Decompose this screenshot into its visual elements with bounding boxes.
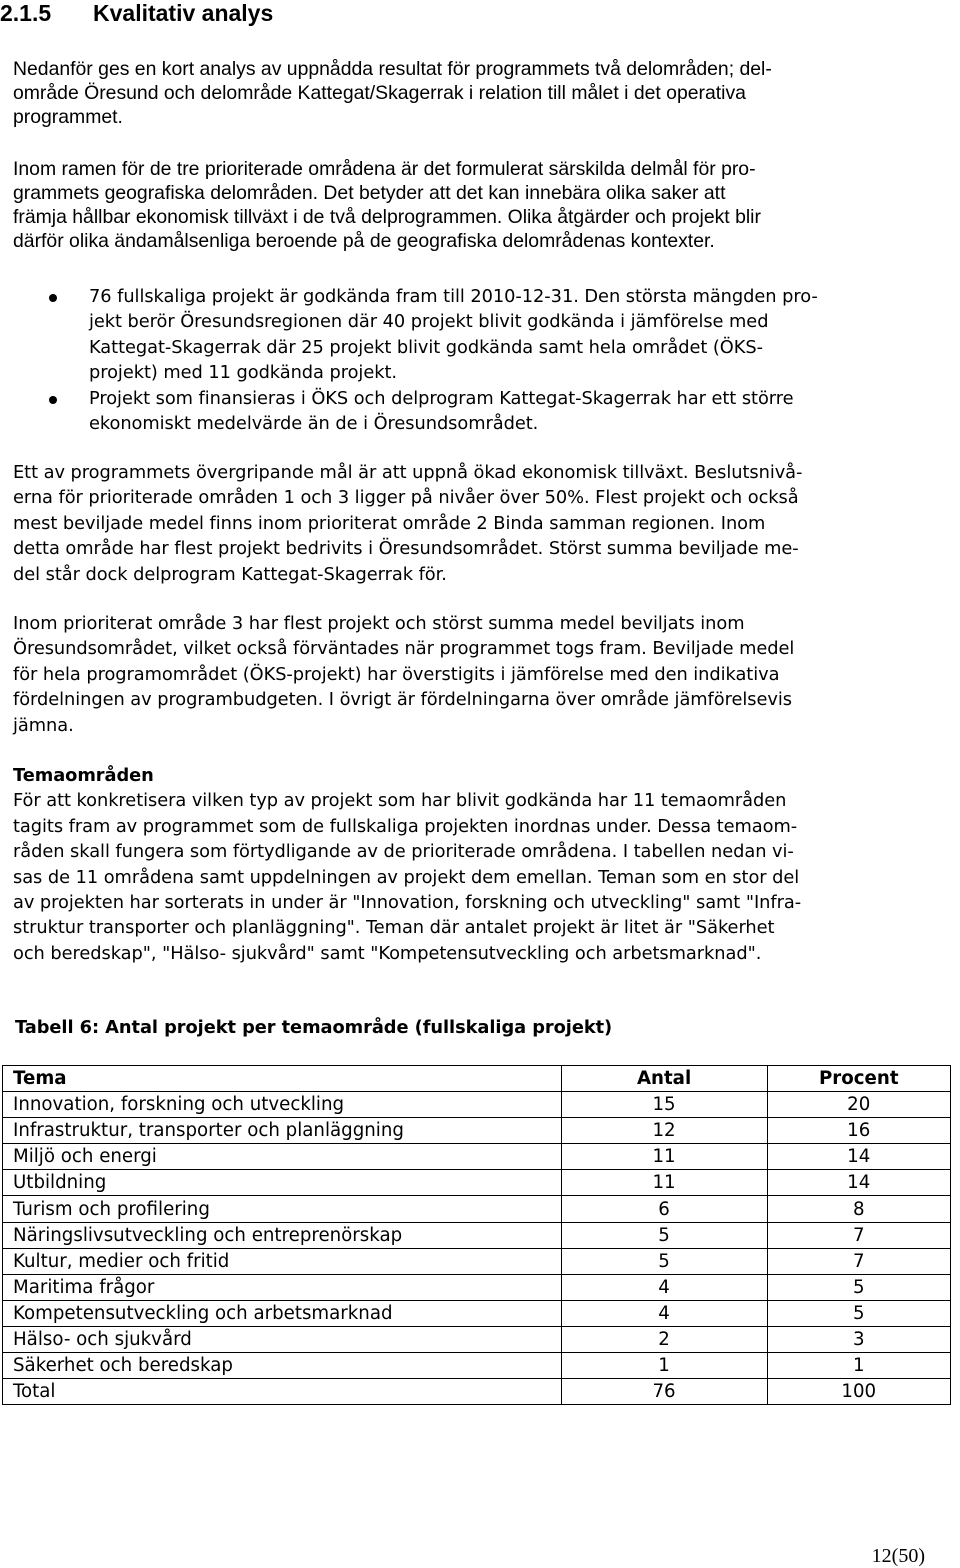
text-line: mest beviljade medel finns inom prioriterat område 2 Binda samman regionen. Inom — [13, 512, 766, 534]
text-line: område Öresund och delområde Kattegat/Skagerrak i relation till målet i det operativa — [13, 82, 746, 104]
table-caption: Tabell 6: Antal projekt per temaområde (fullskaliga projekt) — [15, 1017, 613, 1038]
table-row — [3, 1274, 951, 1300]
cell-tema: Turism och profilering — [3, 1196, 562, 1222]
text-line: Inom ramen för de tre prioriterade områdena är det formulerat särskilda delmål för pro- — [13, 158, 756, 180]
cell-antal: 4 — [561, 1300, 767, 1326]
section-heading — [0, 0, 273, 26]
cell-tema: Innovation, forskning och utveckling — [3, 1092, 562, 1118]
tema-table — [2, 1065, 951, 1405]
cell-antal: 2 — [561, 1326, 767, 1352]
cell-tema: Total — [3, 1379, 562, 1405]
text-line: projekt) med 11 godkända projekt. — [89, 362, 397, 384]
bullet-icon — [49, 396, 57, 404]
table-row — [3, 1170, 951, 1196]
text-line: fördelningen av programbudgeten. I övrigt är fördelningarna över område jämförelsevis — [13, 689, 792, 711]
text-line: erna för prioriterade områden 1 och 3 ligger på nivåer över 50%. Flest projekt och också — [13, 487, 799, 509]
text-line: detta område har flest projekt bedrivits i Öresundsområdet. Störst summa beviljade me- — [13, 538, 799, 560]
cell-procent: 7 — [767, 1248, 951, 1274]
cell-tema: Näringslivsutveckling och entreprenörskap — [3, 1222, 562, 1248]
text-line: Öresundsområdet, vilket också förväntades när programmet togs fram. Beviljade medel — [13, 638, 795, 660]
text-line: främja hållbar ekonomisk tillväxt i de två delprogrammen. Olika åtgärder och projekt blir — [13, 206, 761, 228]
cell-procent: 7 — [767, 1222, 951, 1248]
priority-paragraph — [13, 611, 794, 738]
cell-antal: 11 — [561, 1144, 767, 1170]
cell-procent: 16 — [767, 1118, 951, 1144]
text-line: jekt berör Öresundsregionen där 40 projekt blivit godkända i jämförelse med — [89, 311, 769, 333]
text-line: Projekt som finansieras i ÖKS och delprogram Kattegat-Skagerrak har ett större — [89, 387, 794, 409]
text-line: grammets geografiska delområden. Det betyder att det kan innebära olika saker att — [13, 182, 726, 204]
cell-antal: 4 — [561, 1274, 767, 1300]
cell-tema: Säkerhet och beredskap — [3, 1353, 562, 1379]
table-row — [3, 1222, 951, 1248]
text-line: Kattegat-Skagerrak där 25 projekt blivit godkända samt hela området (ÖKS- — [89, 336, 763, 358]
cell-tema: Miljö och energi — [3, 1144, 562, 1170]
table-row — [3, 1196, 951, 1222]
cell-tema: Kultur, medier och fritid — [3, 1248, 562, 1274]
table-row — [3, 1326, 951, 1352]
table-row — [3, 1353, 951, 1379]
text-line: Nedanför ges en kort analys av uppnådda resultat för programmets två delområden; del- — [13, 58, 772, 80]
header-procent: Procent — [767, 1066, 951, 1092]
cell-tema: Infrastruktur, transporter och planläggning — [3, 1118, 562, 1144]
section-title: Kvalitativ analys — [93, 0, 274, 26]
cell-antal: 5 — [561, 1222, 767, 1248]
text-line: För att konkretisera vilken typ av projekt som har blivit godkända har 11 temaområden — [13, 790, 787, 812]
geography-paragraph — [13, 157, 761, 253]
text-line: struktur transporter och planläggning". Teman där antalet projekt är litet är "Säkerhet — [13, 917, 775, 939]
cell-antal: 5 — [561, 1248, 767, 1274]
header-tema: Tema — [3, 1066, 562, 1092]
table-row — [3, 1092, 951, 1118]
table-row — [3, 1379, 951, 1405]
text-line: programmet. — [13, 106, 123, 128]
cell-procent: 5 — [767, 1300, 951, 1326]
text-line: 76 fullskaliga projekt är godkända fram till 2010-12-31. Den största mängden pro- — [89, 286, 818, 307]
text-line: tagits fram av programmet som de fullskaliga projekten inordnas under. Dessa temaom- — [13, 815, 798, 837]
cell-antal: 76 — [561, 1379, 767, 1405]
header-antal: Antal — [561, 1066, 767, 1092]
tema-heading: Temaområden — [13, 765, 154, 786]
table-row — [3, 1118, 951, 1144]
page-number: 12(50) — [871, 1545, 925, 1567]
text-line: av projekten har sorterats in under är "Innovation, forskning och utveckling" samt "Infra- — [13, 892, 802, 914]
cell-procent: 100 — [767, 1379, 951, 1405]
text-line: jämna. — [13, 714, 74, 736]
cell-antal: 1 — [561, 1353, 767, 1379]
bullet-item — [13, 386, 818, 437]
cell-tema: Utbildning — [3, 1170, 562, 1196]
text-line: därför olika ändamålsenliga beroende på de geografiska delområdenas kontexter. — [13, 230, 715, 252]
cell-procent: 3 — [767, 1326, 951, 1352]
cell-procent: 14 — [767, 1170, 951, 1196]
table-header-row — [3, 1066, 951, 1092]
cell-tema: Hälso- och sjukvård — [3, 1326, 562, 1352]
cell-procent: 5 — [767, 1274, 951, 1300]
cell-procent: 8 — [767, 1196, 951, 1222]
cell-procent: 14 — [767, 1144, 951, 1170]
cell-antal: 11 — [561, 1170, 767, 1196]
text-line: och beredskap", "Hälso- sjukvård" samt "Kompetensutveckling och arbetsmarknad". — [13, 942, 762, 964]
cell-procent: 20 — [767, 1092, 951, 1118]
cell-antal: 6 — [561, 1196, 767, 1222]
bullet-item — [13, 284, 818, 386]
tema-section — [13, 763, 801, 966]
growth-paragraph — [13, 460, 802, 587]
text-line: ekonomiskt medelvärde än de i Öresundsområdet. — [89, 413, 539, 435]
text-line: del står dock delprogram Kattegat-Skagerrak för. — [13, 563, 447, 585]
text-line: sas de 11 områdena samt uppdelningen av projekt dem emellan. Teman som en stor del — [13, 866, 800, 888]
cell-antal: 15 — [561, 1092, 767, 1118]
section-number: 2.1.5 — [0, 0, 52, 26]
intro-paragraph — [13, 57, 772, 129]
text-line: Inom prioriterat område 3 har flest projekt och störst summa medel beviljats inom — [13, 613, 745, 634]
table-row — [3, 1248, 951, 1274]
bullet-icon — [49, 294, 57, 302]
text-line: för hela programområdet (ÖKS-projekt) har överstigits i jämförelse med den indikativa — [13, 663, 780, 685]
cell-tema: Kompetensutveckling och arbetsmarknad — [3, 1300, 562, 1326]
cell-tema: Maritima frågor — [3, 1274, 562, 1300]
cell-procent: 1 — [767, 1353, 951, 1379]
text-line: Ett av programmets övergripande mål är att uppnå ökad ekonomisk tillväxt. Beslutsnivå- — [13, 462, 803, 483]
table-body — [3, 1092, 951, 1405]
bullet-list — [13, 284, 818, 436]
table-row — [3, 1144, 951, 1170]
text-line: råden skall fungera som förtydligande av de prioriterade områdena. I tabellen nedan vi- — [13, 841, 794, 863]
table-row — [3, 1300, 951, 1326]
cell-antal: 12 — [561, 1118, 767, 1144]
